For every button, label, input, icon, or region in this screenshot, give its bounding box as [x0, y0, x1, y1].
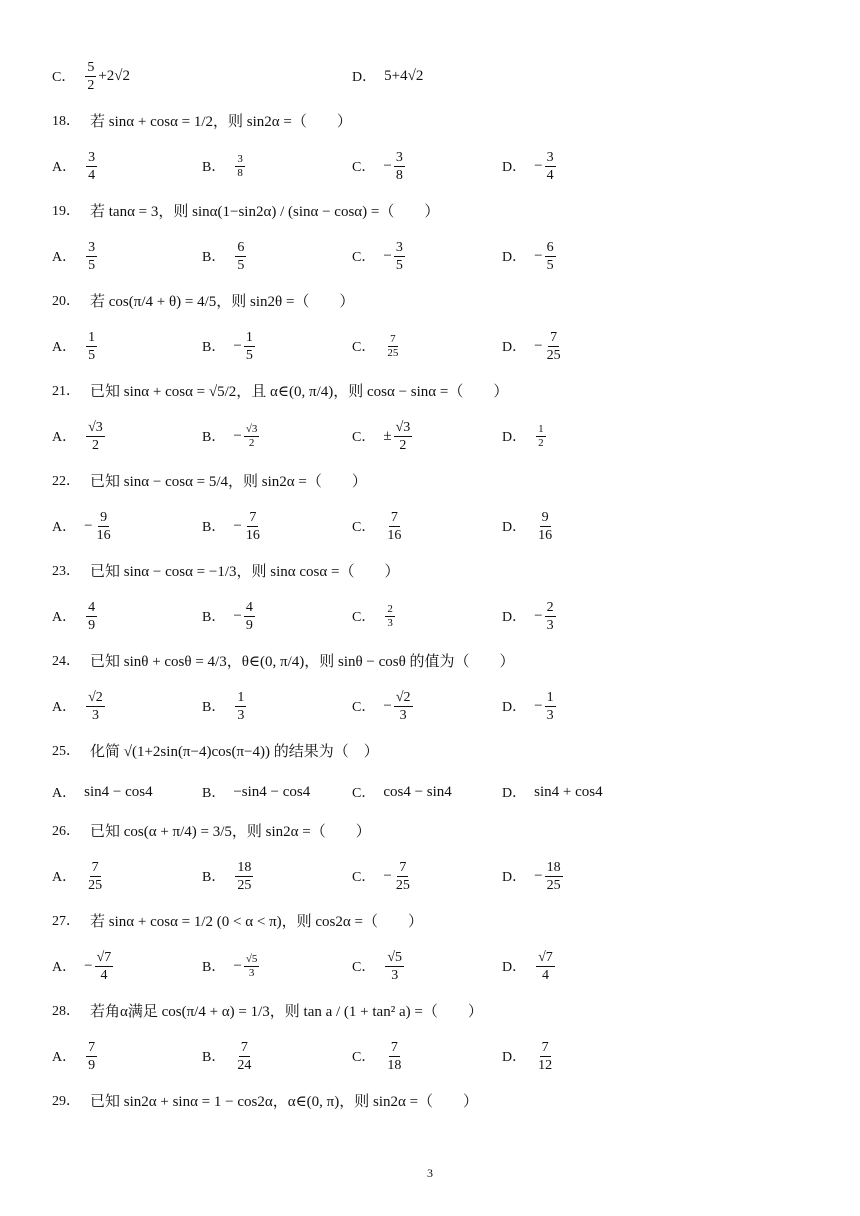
numerator: 4 — [245, 599, 253, 615]
denominator: 25 — [546, 877, 561, 893]
answer-option — [202, 144, 247, 188]
answer-option — [202, 594, 257, 638]
option-tail: +2√2 — [98, 67, 131, 84]
answer-option — [502, 414, 548, 458]
numerator: 2 — [387, 602, 393, 615]
fraction — [95, 949, 114, 984]
fraction — [394, 689, 413, 724]
numerator: 7 — [541, 1039, 549, 1055]
answer-option — [502, 854, 565, 898]
option-sign: − — [233, 427, 242, 444]
denominator: 16 — [96, 527, 111, 543]
option-text: 5+4√2 — [384, 67, 424, 84]
fraction — [385, 949, 404, 984]
answer-option — [502, 1034, 556, 1078]
numerator: 3 — [395, 149, 403, 165]
answer-option — [202, 234, 248, 278]
answer-option — [52, 504, 115, 548]
answer-option — [202, 684, 248, 728]
question-stem — [52, 1080, 820, 1120]
option-text: sin4 + cos4 — [534, 783, 603, 800]
denominator: 2 — [87, 77, 95, 93]
option-label: D． — [352, 70, 377, 85]
numerator: 1 — [538, 422, 544, 435]
question-stem — [52, 550, 820, 590]
fraction — [385, 1039, 403, 1074]
fraction — [545, 239, 556, 274]
question-number: 28． — [52, 1004, 80, 1019]
numerator: 3 — [546, 149, 554, 165]
question-number: 26． — [52, 824, 80, 839]
option-label: D． — [502, 160, 527, 175]
numerator: 3 — [88, 239, 96, 255]
option-label: B． — [202, 340, 226, 355]
fraction — [536, 949, 555, 984]
denominator: 5 — [245, 347, 253, 363]
denominator: 12 — [538, 1057, 553, 1073]
fraction — [394, 859, 412, 894]
answer-option — [352, 770, 452, 814]
option-label: C． — [352, 520, 376, 535]
denominator: 8 — [237, 166, 243, 179]
question-number: 25． — [52, 744, 80, 759]
numerator: 3 — [395, 239, 403, 255]
numerator: 7 — [91, 859, 99, 875]
answer-option — [352, 504, 405, 548]
denominator: 9 — [88, 1057, 96, 1073]
option-sign: − — [84, 957, 93, 974]
option-sign: − — [383, 697, 392, 714]
answer-option — [502, 770, 603, 814]
answer-option — [52, 414, 107, 458]
denominator: 16 — [245, 527, 260, 543]
fraction — [244, 423, 260, 450]
numerator: 7 — [550, 329, 558, 345]
option-label: D． — [502, 1050, 527, 1065]
option-label: C． — [52, 70, 76, 85]
fraction — [235, 859, 253, 894]
answer-option — [202, 944, 261, 988]
fraction — [86, 689, 105, 724]
answer-option — [502, 684, 558, 728]
fraction — [545, 149, 556, 184]
fraction — [545, 689, 556, 724]
question-text: 已知 sinα − cosα = 5/4，则 sin2α =（ ） — [90, 473, 367, 490]
numerator: 1 — [245, 329, 253, 345]
option-label: A． — [52, 430, 77, 445]
denominator: 3 — [546, 617, 554, 633]
numerator: 5 — [87, 59, 95, 75]
page-number: 3 — [427, 1166, 433, 1180]
numerator: 2 — [546, 599, 554, 615]
fraction — [86, 419, 105, 454]
numerator: √5 — [387, 949, 403, 965]
option-label: B． — [202, 1050, 226, 1065]
question-stem — [52, 810, 820, 850]
answer-option — [52, 234, 99, 278]
answer-option — [352, 54, 423, 98]
numerator: 9 — [541, 509, 549, 525]
option-label: C． — [352, 1050, 376, 1065]
denominator: 16 — [387, 527, 402, 543]
question-number: 29． — [52, 1094, 80, 1109]
fraction — [235, 153, 245, 180]
option-label: D． — [502, 610, 527, 625]
question-stem — [52, 990, 820, 1030]
question-number: 20． — [52, 294, 80, 309]
numerator: √3 — [395, 419, 411, 435]
numerator: 1 — [237, 689, 245, 705]
option-label: A． — [52, 700, 77, 715]
denominator: 24 — [237, 1057, 252, 1073]
option-text: sin4 − cos4 — [84, 783, 153, 800]
numerator: 6 — [546, 239, 554, 255]
question-text: 化简 √(1+2sin(π−4)cos(π−4)) 的结果为（ ） — [90, 743, 379, 760]
option-label: A． — [52, 340, 77, 355]
fraction — [86, 859, 104, 894]
answer-option — [202, 324, 257, 368]
option-label: C． — [352, 960, 376, 975]
fraction — [85, 59, 96, 94]
question-text: 已知 cos(α + π/4) = 3/5，则 sin2α =（ ） — [90, 823, 371, 840]
answer-option — [352, 1034, 405, 1078]
fraction — [86, 599, 97, 634]
answer-option — [352, 144, 407, 188]
answer-option — [52, 854, 106, 898]
question-text: 若 tanα = 3，则 sinα(1−sin2α) / (sinα − cosα) =（ ） — [90, 203, 440, 220]
question-stem — [52, 730, 820, 770]
denominator: 9 — [88, 617, 96, 633]
denominator: 3 — [546, 707, 554, 723]
question-stem — [52, 370, 820, 410]
answer-option — [352, 324, 402, 368]
numerator: √5 — [245, 952, 258, 965]
option-label: B． — [202, 786, 226, 801]
denominator: 25 — [237, 877, 252, 893]
option-sign: − — [534, 607, 543, 624]
fraction — [536, 423, 546, 450]
fraction — [244, 953, 260, 980]
fraction — [394, 149, 405, 184]
option-sign: − — [233, 957, 242, 974]
question-stem — [52, 460, 820, 500]
denominator: 2 — [91, 437, 99, 453]
numerator: 7 — [88, 1039, 96, 1055]
option-label: B． — [202, 430, 226, 445]
denominator: 2 — [538, 436, 544, 449]
denominator: 3 — [91, 707, 99, 723]
option-label: A． — [52, 610, 77, 625]
denominator: 3 — [248, 966, 255, 979]
numerator: √2 — [88, 689, 103, 705]
numerator: 3 — [237, 152, 243, 165]
denominator: 4 — [100, 967, 108, 983]
option-sign: − — [233, 517, 242, 534]
denominator: 16 — [538, 527, 553, 543]
fraction — [86, 1039, 97, 1074]
fraction — [545, 329, 563, 364]
answer-option — [202, 1034, 255, 1078]
question-stem — [52, 190, 820, 230]
option-label: C． — [352, 610, 376, 625]
numerator: 7 — [390, 332, 396, 345]
numerator: 7 — [399, 859, 407, 875]
fraction — [545, 859, 563, 894]
numerator: 6 — [237, 239, 245, 255]
question-text: 若 sinα + cosα = 1/2 (0 < α < π)，则 cos2α =（ ） — [90, 913, 423, 930]
question-number: 18． — [52, 114, 80, 129]
question-text: 若 cos(π/4 + θ) = 4/5，则 sin2θ =（ ） — [90, 293, 355, 310]
denominator: 4 — [546, 167, 554, 183]
option-label: D． — [502, 520, 527, 535]
option-label: B． — [202, 520, 226, 535]
option-label: A． — [52, 960, 77, 975]
option-sign: − — [534, 157, 543, 174]
numerator: 7 — [390, 509, 398, 525]
denominator: 3 — [399, 707, 407, 723]
question-stem — [52, 640, 820, 680]
fraction — [235, 1039, 253, 1074]
option-sign: − — [383, 157, 392, 174]
option-label: A． — [52, 520, 77, 535]
fraction — [385, 333, 400, 360]
option-label: C． — [352, 340, 376, 355]
numerator: √3 — [88, 419, 103, 435]
answer-option — [52, 144, 99, 188]
option-sign: ± — [383, 427, 392, 444]
option-sign: − — [383, 867, 392, 884]
fraction — [536, 509, 554, 544]
option-text: −sin4 − cos4 — [233, 783, 311, 800]
option-sign: − — [534, 337, 543, 354]
denominator: 25 — [88, 877, 103, 893]
option-label: B． — [202, 960, 226, 975]
question-text: 若角α满足 cos(π/4 + α) = 1/3，则 tan a / (1 + tan² a) =（ ） — [90, 1003, 483, 1020]
option-label: C． — [352, 700, 376, 715]
question-text: 已知 sin2α + sinα = 1 − cos2α，α∈(0, π)，则 sin2α =（ ） — [90, 1093, 479, 1110]
numerator: 3 — [88, 149, 96, 165]
numerator: 18 — [237, 859, 252, 875]
fraction — [244, 329, 255, 364]
answer-option — [502, 594, 558, 638]
option-label: B． — [202, 160, 226, 175]
option-sign: − — [84, 517, 93, 534]
option-sign: − — [534, 867, 543, 884]
numerator: √7 — [538, 949, 553, 965]
answer-option — [202, 414, 261, 458]
answer-option — [52, 684, 107, 728]
denominator: 2 — [399, 437, 407, 453]
fraction — [86, 239, 97, 274]
option-label: D． — [502, 430, 527, 445]
answer-option — [352, 684, 415, 728]
denominator: 4 — [88, 167, 96, 183]
option-label: B． — [202, 870, 226, 885]
numerator: 1 — [546, 689, 554, 705]
option-label: B． — [202, 700, 226, 715]
fraction — [235, 239, 246, 274]
fraction — [86, 149, 97, 184]
numerator: 9 — [100, 509, 108, 525]
numerator: √2 — [395, 689, 411, 705]
denominator: 18 — [387, 1057, 402, 1073]
question-text: 已知 sinα − cosα = −1/3，则 sinα cosα =（ ） — [90, 563, 400, 580]
option-label: C． — [352, 870, 376, 885]
fraction — [244, 509, 262, 544]
denominator: 5 — [395, 257, 403, 273]
answer-option — [52, 594, 99, 638]
numerator: √3 — [245, 422, 258, 435]
answer-option — [502, 234, 558, 278]
denominator: 25 — [387, 346, 399, 359]
numerator: 4 — [88, 599, 96, 615]
answer-option — [202, 770, 310, 814]
question-number: 24． — [52, 654, 80, 669]
option-label: A． — [52, 1050, 77, 1065]
option-label: C． — [352, 786, 376, 801]
question-number: 22． — [52, 474, 80, 489]
fraction — [394, 419, 413, 454]
option-sign: − — [233, 607, 242, 624]
option-label: C． — [352, 250, 376, 265]
option-label: B． — [202, 610, 226, 625]
option-label: D． — [502, 700, 527, 715]
fraction — [95, 509, 113, 544]
fraction — [385, 509, 403, 544]
answer-option — [352, 594, 397, 638]
denominator: 9 — [245, 617, 253, 633]
option-label: C． — [352, 160, 376, 175]
option-sign: − — [534, 697, 543, 714]
option-label: B． — [202, 250, 226, 265]
answer-option — [202, 504, 264, 548]
answer-option — [352, 944, 406, 988]
option-label: C． — [352, 430, 376, 445]
denominator: 3 — [387, 616, 393, 629]
question-stem — [52, 900, 820, 940]
option-label: D． — [502, 340, 527, 355]
question-number: 27． — [52, 914, 80, 929]
denominator: 4 — [541, 967, 549, 983]
numerator: 7 — [240, 1039, 248, 1055]
answer-option — [502, 144, 558, 188]
fraction — [385, 603, 395, 630]
option-sign: − — [233, 337, 242, 354]
question-number: 19． — [52, 204, 80, 219]
option-label: A． — [52, 786, 77, 801]
answer-option — [352, 234, 407, 278]
option-label: D． — [502, 870, 527, 885]
fraction — [536, 1039, 554, 1074]
denominator: 5 — [546, 257, 554, 273]
option-sign: − — [383, 247, 392, 264]
fraction — [394, 239, 405, 274]
denominator: 8 — [395, 167, 403, 183]
answer-option — [52, 944, 115, 988]
option-label: A． — [52, 870, 77, 885]
numerator: 7 — [390, 1039, 398, 1055]
denominator: 5 — [237, 257, 245, 273]
answer-option — [352, 414, 414, 458]
answer-option — [502, 944, 557, 988]
answer-option — [52, 1034, 99, 1078]
option-label: A． — [52, 250, 77, 265]
denominator: 5 — [88, 347, 96, 363]
answer-option — [502, 324, 565, 368]
denominator: 3 — [391, 967, 399, 983]
answer-option — [52, 324, 99, 368]
answer-option — [502, 504, 556, 548]
option-text: cos4 − sin4 — [383, 783, 452, 800]
fraction — [235, 689, 246, 724]
denominator: 5 — [88, 257, 96, 273]
option-label: D． — [502, 960, 527, 975]
question-text: 已知 sinα + cosα = √5/2，且 α∈(0, π/4)，则 cosα − sinα =（ ） — [90, 383, 509, 400]
denominator: 3 — [237, 707, 245, 723]
question-text: 已知 sinθ + cosθ = 4/3，θ∈(0, π/4)，则 sinθ − cosθ 的值为（ ） — [90, 653, 515, 670]
option-label: D． — [502, 250, 527, 265]
question-stem — [52, 280, 820, 320]
answer-option — [202, 854, 255, 898]
question-number: 23． — [52, 564, 80, 579]
question-number: 21． — [52, 384, 80, 399]
numerator: √7 — [96, 949, 112, 965]
answer-option — [52, 54, 130, 98]
denominator: 25 — [395, 877, 410, 893]
answer-option — [52, 770, 153, 814]
denominator: 25 — [546, 347, 561, 363]
fraction — [244, 599, 255, 634]
numerator: 1 — [88, 329, 96, 345]
numerator: 18 — [546, 859, 561, 875]
fraction — [86, 329, 97, 364]
question-stem — [52, 100, 820, 140]
question-text: 若 sinα + cosα = 1/2，则 sin2α =（ ） — [90, 113, 352, 130]
denominator: 2 — [248, 436, 255, 449]
option-label: A． — [52, 160, 77, 175]
answer-option — [352, 854, 414, 898]
numerator: 7 — [249, 509, 257, 525]
option-sign: − — [534, 247, 543, 264]
fraction — [545, 599, 556, 634]
option-label: D． — [502, 786, 527, 801]
